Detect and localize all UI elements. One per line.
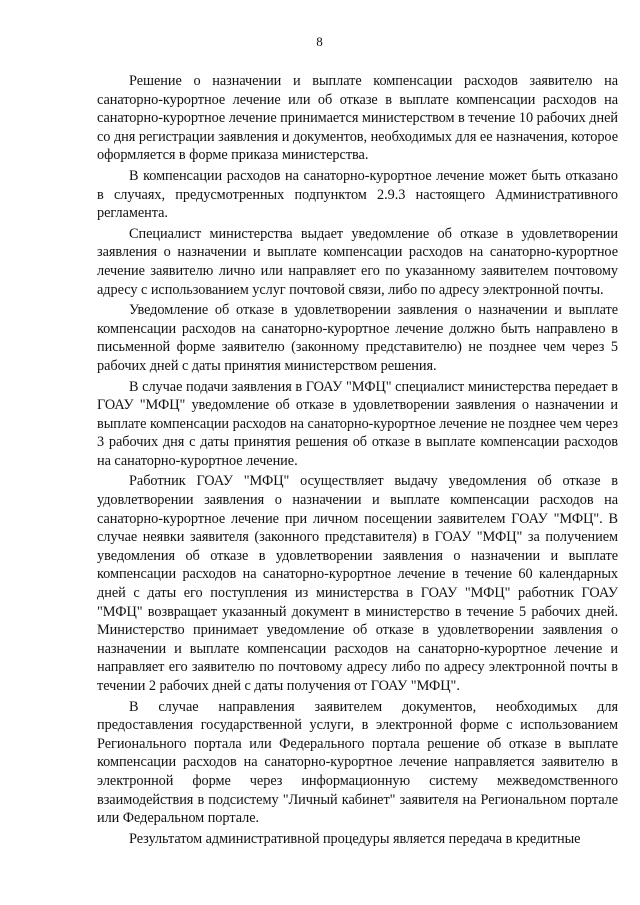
paragraph-refusal-grounds: В компенсации расходов на санаторно-курортное лечение может быть отказано в случаях, предусмотренных подпунктом 2.9.3 настоящего Административного регламента. xyxy=(97,167,618,222)
paragraph-refusal-notice-delivery: Специалист министерства выдает уведомление об отказе в удовлетворении заявления о назначении и выплате компенсации расходов на санаторно-курортное лечение заявителю лично или направляет его по указанному заявителем почтовому адресу с использованием услуг почтовой связи, либо по адресу электронной почты. xyxy=(97,225,618,298)
paragraph-electronic-submission: В случае направления заявителем документов, необходимых для предоставления государственной услуги, в электронной форме с использованием Регионального портала или Федерального портала решение об отказе в выплате компенсации расходов на санаторно-курортное лечение направляется заявителю в электронной форме через информационную систему межведомственного взаимодействия в подсистему "Личный кабинет" заявителя на Региональном портале или Федеральном портале. xyxy=(97,698,618,827)
page-number: 8 xyxy=(316,34,323,49)
paragraph-mfc-submission: В случае подачи заявления в ГОАУ "МФЦ" специалист министерства передает в ГОАУ "МФЦ" уведомление об отказе в удовлетворении заявления о назначении и выплате компенсации расходов на санаторно-курортное лечение не позднее чем через 3 рабочих дня с даты принятия решения об отказе в выплате компенсации расходов на санаторно-курортное лечение. xyxy=(97,378,618,469)
paragraph-procedure-result: Результатом административной процедуры является передача в кредитные xyxy=(129,830,581,847)
paragraph-decision: Решение о назначении и выплате компенсации расходов заявителю на санаторно-курортное лечение или об отказе в выплате компенсации расходов на санаторно-курортное лечение принимается министерством в течение 10 рабочих дней со дня регистрации заявления и документов, необходимых для ее назначения, которое оформляется в форме приказа министерства. xyxy=(97,73,619,164)
paragraph-mfc-issuance: Работник ГОАУ "МФЦ" осуществляет выдачу уведомления об отказе в удовлетворении заявления о назначении и выплате компенсации расходов на санаторно-курортное лечение при личном посещении заявителем ГОАУ "МФЦ". В случае неявки заявителя (законного представителя) в ГОАУ "МФЦ" за получением уведомления об отказе в удовлетворении заявления о назначении и выплате компенсации расходов на санаторно-курортное лечение в течение 60 календарных дней с даты его поступления из министерства в ГОАУ "МФЦ" работник ГОАУ "МФЦ" возвращает указанный документ в министерство в течение 5 рабочих дней. Министерство принимает уведомление об отказе в удовлетворении заявления о назначении и выплате компенсации расходов на санаторно-курортное лечение и направляет его заявителю по почтовому адресу либо по адресу электронной почты в течении 2 рабочих дней с даты получения от ГОАУ "МФЦ". xyxy=(97,473,618,694)
paragraph-refusal-notice-deadline: Уведомление об отказе в удовлетворении заявления о назначении и выплате компенсации расходов на санаторно-курортное лечение должно быть направлено в письменной форме заявителю (законному представителю) не позднее чем через 5 рабочих дней с даты принятия министерством решения. xyxy=(97,302,618,374)
